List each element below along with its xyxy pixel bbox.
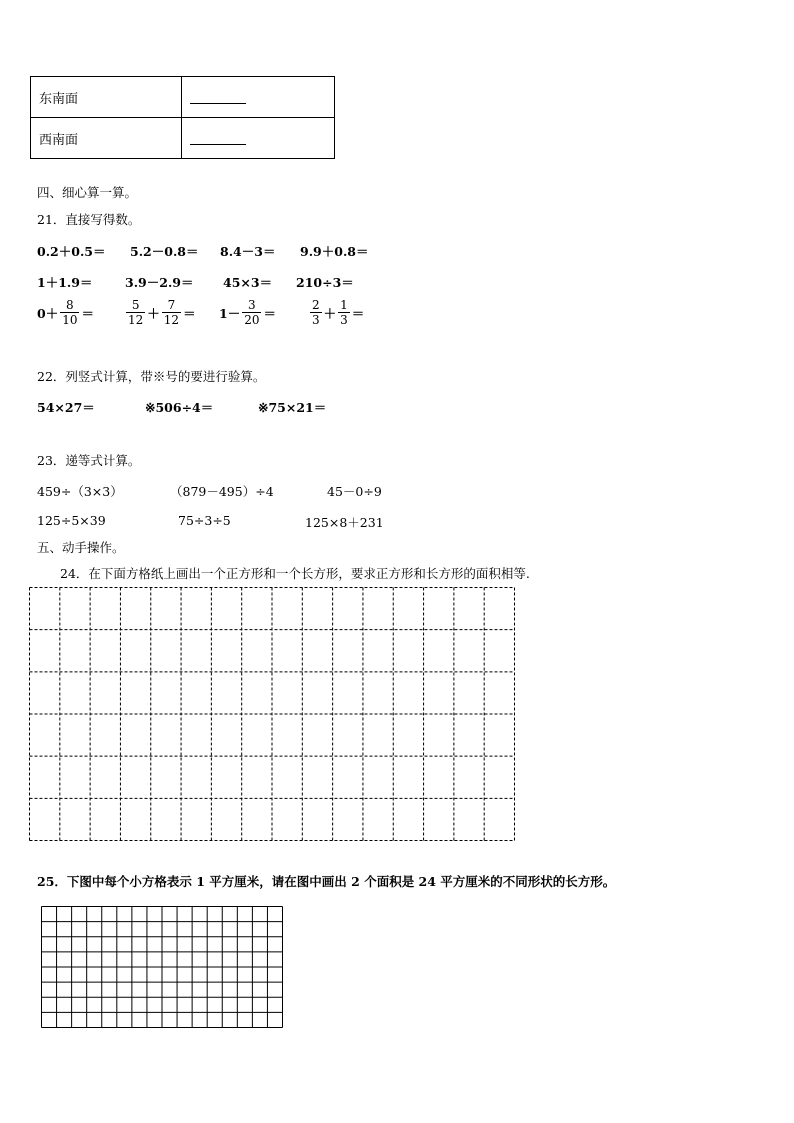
calc-item: ※506÷4＝ [145, 400, 214, 415]
denominator: 20 [244, 313, 260, 327]
numerator: 8 [66, 298, 74, 312]
numerator: 7 [167, 298, 176, 312]
calc-item: 1＋1.9＝ [37, 275, 93, 290]
denominator: 12 [163, 313, 180, 327]
fraction [126, 298, 145, 327]
fraction-prefix: 0＋ [37, 305, 59, 321]
fraction [242, 298, 261, 327]
calc-item: 125÷5×39 [37, 513, 106, 528]
calc-item: 75÷3÷5 [178, 513, 231, 528]
equals-sign: ＝ [263, 305, 276, 321]
calc-item: 125×8＋231 [305, 515, 384, 530]
calc-item: ※75×21＝ [258, 400, 327, 415]
fraction-prefix: 1－ [219, 305, 241, 321]
answer-blank[interactable] [190, 132, 246, 145]
calc-item: 210÷3＝ [296, 275, 354, 290]
calc-item: 54×27＝ [37, 400, 95, 415]
calc-item: 3.9－2.9＝ [125, 275, 194, 290]
fraction-item [219, 298, 276, 327]
equals-sign: ＝ [81, 305, 94, 321]
square-grid-q25[interactable] [41, 906, 285, 1029]
calc-item: 459÷（3×3） [37, 484, 123, 499]
calc-item: 0.2＋0.5＝ [37, 244, 106, 259]
calc-item: （879－495）÷4 [170, 484, 274, 499]
calc-item: 9.9＋0.8＝ [300, 244, 369, 259]
numerator: 2 [312, 298, 320, 312]
operator: ＋ [147, 305, 160, 321]
denominator: 3 [340, 313, 348, 327]
q22-prompt: 22．列竖式计算，带※号的要进行验算。 [37, 369, 266, 384]
denominator: 10 [62, 313, 78, 327]
equals-sign: ＝ [183, 305, 196, 321]
q24-prompt: 24．在下面方格纸上画出一个正方形和一个长方形，要求正方形和长方形的面积相等. [60, 566, 530, 581]
equals-sign: ＝ [351, 305, 365, 321]
fraction-item [124, 298, 196, 327]
table-row [31, 118, 335, 159]
answer-blank[interactable] [190, 91, 246, 104]
q25-prompt: 25．下图中每个小方格表示 1 平方厘米，请在图中画出 2 个面积是 24 平方厘米的不同形状的长方形。 [37, 874, 616, 889]
denominator: 12 [128, 313, 144, 327]
fraction-item [37, 298, 94, 327]
q21-prompt: 21．直接写得数。 [37, 212, 141, 227]
calc-item: 8.4－3＝ [220, 244, 276, 259]
direction-label: 西南面 [31, 118, 182, 159]
calc-item: 5.2－0.8＝ [130, 244, 199, 259]
section5-title: 五、动手操作。 [37, 540, 125, 555]
fraction [310, 298, 322, 327]
fraction [338, 298, 350, 327]
dashed-grid-q24[interactable] [29, 587, 516, 843]
numerator: 5 [131, 298, 140, 312]
direction-table [30, 76, 335, 159]
fraction [162, 298, 181, 327]
calc-item: 45×3＝ [223, 275, 273, 290]
numerator: 3 [248, 298, 256, 312]
fraction-item [308, 298, 364, 327]
section4-title: 四、细心算一算。 [37, 185, 138, 200]
operator: ＋ [323, 305, 337, 321]
calc-item: 45－0÷9 [327, 484, 382, 499]
q23-prompt: 23．递等式计算。 [37, 453, 141, 468]
answer-cell[interactable] [182, 118, 335, 159]
table-row [31, 77, 335, 118]
denominator: 3 [312, 313, 320, 327]
numerator: 1 [340, 298, 348, 312]
answer-cell[interactable] [182, 77, 335, 118]
direction-label: 东南面 [31, 77, 182, 118]
fraction [60, 298, 79, 327]
